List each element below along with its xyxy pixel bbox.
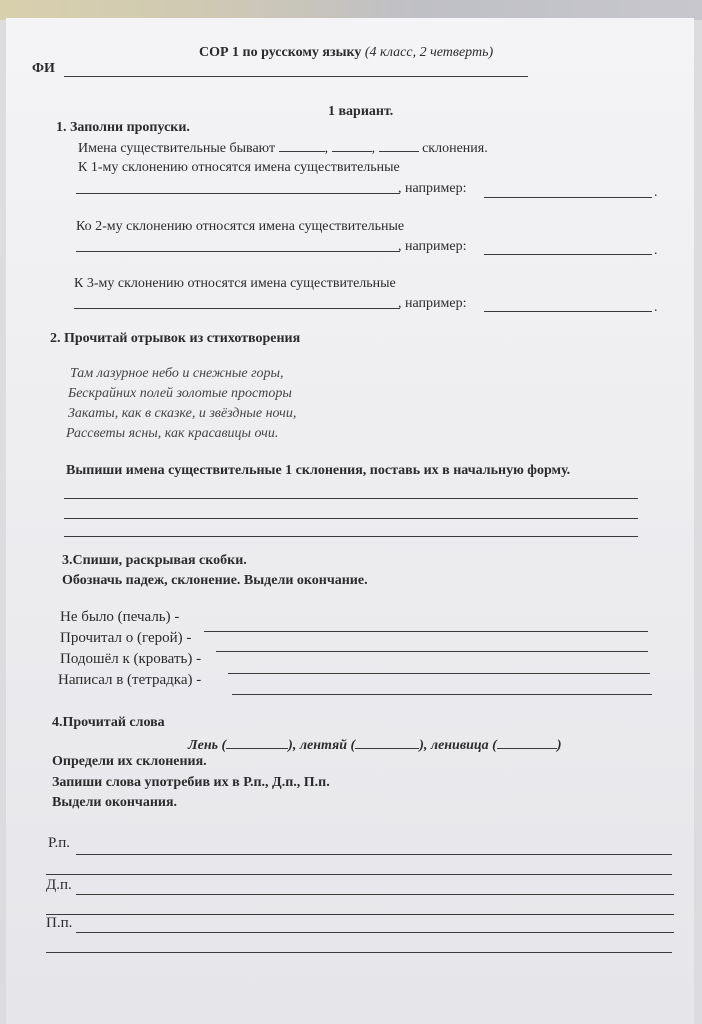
poem-line: Бескрайних полей золотые просторы (68, 386, 292, 401)
task3-heading: 3.Спиши, раскрывая скобки. (62, 553, 247, 568)
decl1-nouns-line[interactable] (76, 193, 400, 194)
photo-background-top (0, 0, 702, 20)
case-answer-line[interactable] (76, 932, 674, 933)
task3-item: Не было (печаль) - (60, 609, 180, 625)
task3-answer-line[interactable] (216, 651, 648, 652)
decl3-example-line[interactable] (484, 311, 652, 312)
task3-item: Написал в (тетрадка) - (58, 672, 202, 688)
task3-answer-line[interactable] (228, 673, 650, 674)
case-answer-line[interactable] (76, 854, 672, 855)
task2-instruction: Выпиши имена существительные 1 склонения, поставь их в начальную форму. (66, 463, 571, 478)
task4-heading: 4.Прочитай слова (52, 715, 165, 730)
case-label-dp: Д.п. (46, 877, 72, 893)
poem-line: Рассветы ясны, как красавицы очи. (66, 426, 279, 441)
poem-line: Там лазурное небо и снежные горы, (70, 366, 284, 381)
decl1-example-label: , например: (398, 181, 467, 196)
decl3-text: К 3-му склонению относятся имена существительные (74, 276, 396, 291)
task1-line1: Имена существительные бывают , , склонения. (78, 141, 488, 156)
name-line[interactable] (64, 76, 528, 77)
task4-instruction-3: Выдели окончания. (52, 795, 178, 810)
task3-answer-line[interactable] (204, 631, 648, 632)
decl2-text: Ко 2-му склонению относятся имена существительные (76, 219, 405, 234)
worksheet-page: СОР 1 по русскому языку (4 класс, 2 четверть) ФИ 1 вариант. 1. Заполни пропуски. Имена существительные бывают , , склонения. К 1-му склонению относятся имена существительные , например: . Ко 2-му склонению относятся имена существительные , например: . К 3-му склонению относятся имена существительные , например: . 2. Прочитай отрывок из стихотворения Там лазурное небо и снежные горы, Бескрайних полей золотые просторы Закаты, как в сказке, и звёздные ночи, Рассветы ясны, как красавицы очи. Выпиши имена существительные 1 склонения, поставь их в начальную форму. 3.Спиши, раскрывая скобки. Обозначь падеж, склонение. Выдели окончание. Не было (печаль) - Прочитал о (герой) - Подошёл к (кровать) - Написал в (тетрадка) - 4.Прочитай слова Лень ( ), лентяй ( ), ленивица ( ) Определи их склонения. Запиши слова употребив их в Р.п., Д.п., П.п. Выдели окончания. Р.п. Д.п. П.п. (6, 18, 694, 1024)
case-answer-line[interactable] (46, 914, 674, 915)
decl2-example-label: , например: (398, 239, 467, 254)
case-answer-line[interactable] (46, 874, 672, 875)
answer-line[interactable] (64, 498, 638, 499)
poem-line: Закаты, как в сказке, и звёздные ночи, (68, 406, 297, 421)
task1-heading: 1. Заполни пропуски. (56, 120, 190, 135)
case-label-pp: П.п. (46, 915, 73, 931)
task3-item: Прочитал о (герой) - (60, 630, 192, 646)
task2-heading: 2. Прочитай отрывок из стихотворения (50, 331, 301, 346)
decl3-example-label: , например: (398, 296, 467, 311)
decl1-example-line[interactable] (484, 197, 652, 198)
answer-line[interactable] (64, 518, 638, 519)
task4-words: Лень ( ), лентяй ( ), ленивица ( ) (188, 738, 562, 753)
decl2-nouns-line[interactable] (76, 251, 400, 252)
worksheet-title: СОР 1 по русскому языку (4 класс, 2 четверть) (199, 45, 494, 60)
answer-line[interactable] (64, 536, 638, 537)
decl2-example-line[interactable] (484, 254, 652, 255)
case-answer-line[interactable] (76, 894, 674, 895)
task4-instruction-2: Запиши слова употребив их в Р.п., Д.п., П.п. (52, 775, 330, 790)
case-answer-line[interactable] (46, 952, 672, 953)
task4-instruction-1: Определи их склонения. (52, 754, 207, 769)
task3-answer-line[interactable] (232, 694, 652, 695)
task3-item: Подошёл к (кровать) - (60, 651, 202, 667)
decl3-nouns-line[interactable] (74, 308, 400, 309)
variant-label: 1 вариант. (328, 104, 394, 119)
name-label: ФИ (32, 61, 55, 76)
task3-instruction: Обозначь падеж, склонение. Выдели окончание. (62, 573, 368, 588)
case-label-rp: Р.п. (48, 835, 70, 851)
decl1-text: К 1-му склонению относятся имена существительные (78, 160, 400, 175)
